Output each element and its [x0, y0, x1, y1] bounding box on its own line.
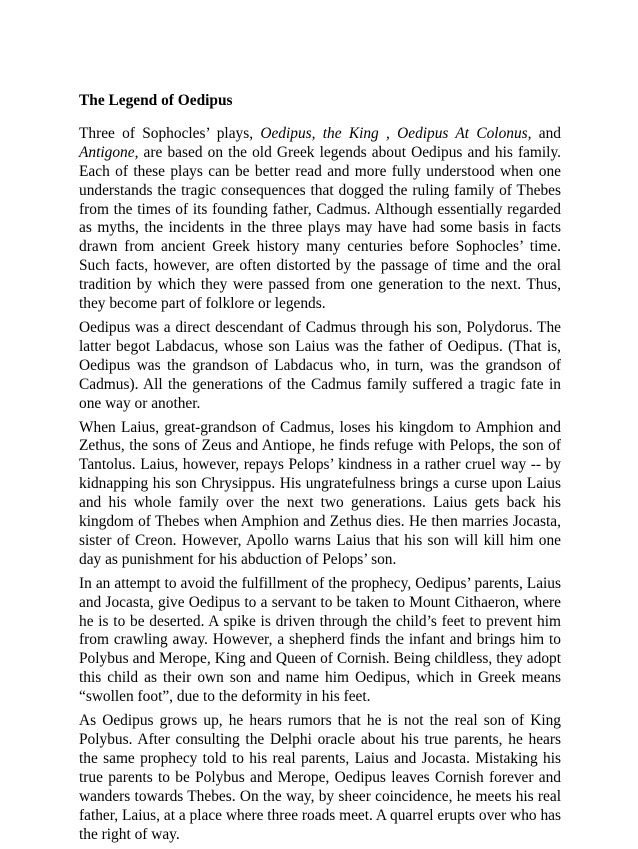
- play-title-oedipus-at-colonus: Oedipus At Colonus,: [397, 124, 532, 142]
- paragraph-laius: When Laius, great-grandson of Cadmus, loses his kingdom to Amphion and Zethus, the sons of Zeus and Antiope, he finds refuge with Pelops, the son of Tantolus. Laius, however, repays Pelops’ kindness in a rather cruel way -- by kidnapping his son Chrysippus. His ungratefulness brings a curse upon Laius and his whole family over the next two generations. Laius gets back his kingdom of Thebes when Amphion and Zethus dies. He then marries Jocasta, sister of Creon. However, Apollo warns Laius that his son will kill him one day as punishment for his abduction of Pelops’ son.: [79, 418, 561, 568]
- intro-separator-1: ,: [378, 124, 398, 142]
- intro-text-start: Three of Sophocles’ plays,: [79, 124, 261, 142]
- paragraph-lineage: Oedipus was a direct descendant of Cadmus through his son, Polydorus. The latter begot Labdacus, whose son Laius was the father of Oedipus. (That is, Oedipus was the grandson of Labdacus who, in turn, was the grandson of Cadmus). All the generations of the Cadmus family suffered a tragic fate in one way or another.: [79, 318, 561, 412]
- play-title-antigone: Antigone,: [79, 143, 139, 161]
- intro-paragraph: [79, 125, 561, 314]
- play-title-oedipus-the-king: Oedipus, the King: [260, 124, 379, 142]
- document-title: The Legend of Oedipus: [79, 92, 233, 109]
- intro-separator-2: and: [531, 124, 561, 142]
- document-page: [79, 92, 561, 849]
- paragraph-prophecy: In an attempt to avoid the fulfillment of the prophecy, Oedipus’ parents, Laius and Jocasta, give Oedipus to a servant to be taken to Mount Cithaeron, where he is to be deserted. A spike is driven through the child’s feet to prevent him from crawling away. However, a shepherd finds the infant and brings him to Polybus and Merope, King and Queen of Cornish. Being childless, they adopt this child as their own son and name him Oedipus, which in Greek means “swollen foot”, due to the deformity in his feet.: [79, 574, 561, 706]
- intro-text-rest: are based on the old Greek legends about Oedipus and his family. Each of these plays can be better read and more fully understood when one understands the tragic consequences that dogged the ruling family of Thebes from the times of its founding father, Cadmus. Although essentially regarded as myths, the incidents in the three plays may have had some basis in facts drawn from ancient Greek history many centuries before Sophocles’ time. Such facts, however, are often distorted by the passage of time and the oral tradition by which they were passed from one generation to the next. Thus, they become part of folklore or legends.: [79, 143, 561, 313]
- paragraph-oedipus-grows: As Oedipus grows up, he hears rumors that he is not the real son of King Polybus. After consulting the Delphi oracle about his true parents, he hears the same prophecy told to his real parents, Laius and Jocasta. Mistaking his true parents to be Polybus and Merope, Oedipus leaves Cornish forever and wanders towards Thebes. On the way, by sheer coincidence, he meets his real father, Laius, at a place where three roads meet. A quarrel erupts over who has the right of way.: [79, 712, 561, 843]
